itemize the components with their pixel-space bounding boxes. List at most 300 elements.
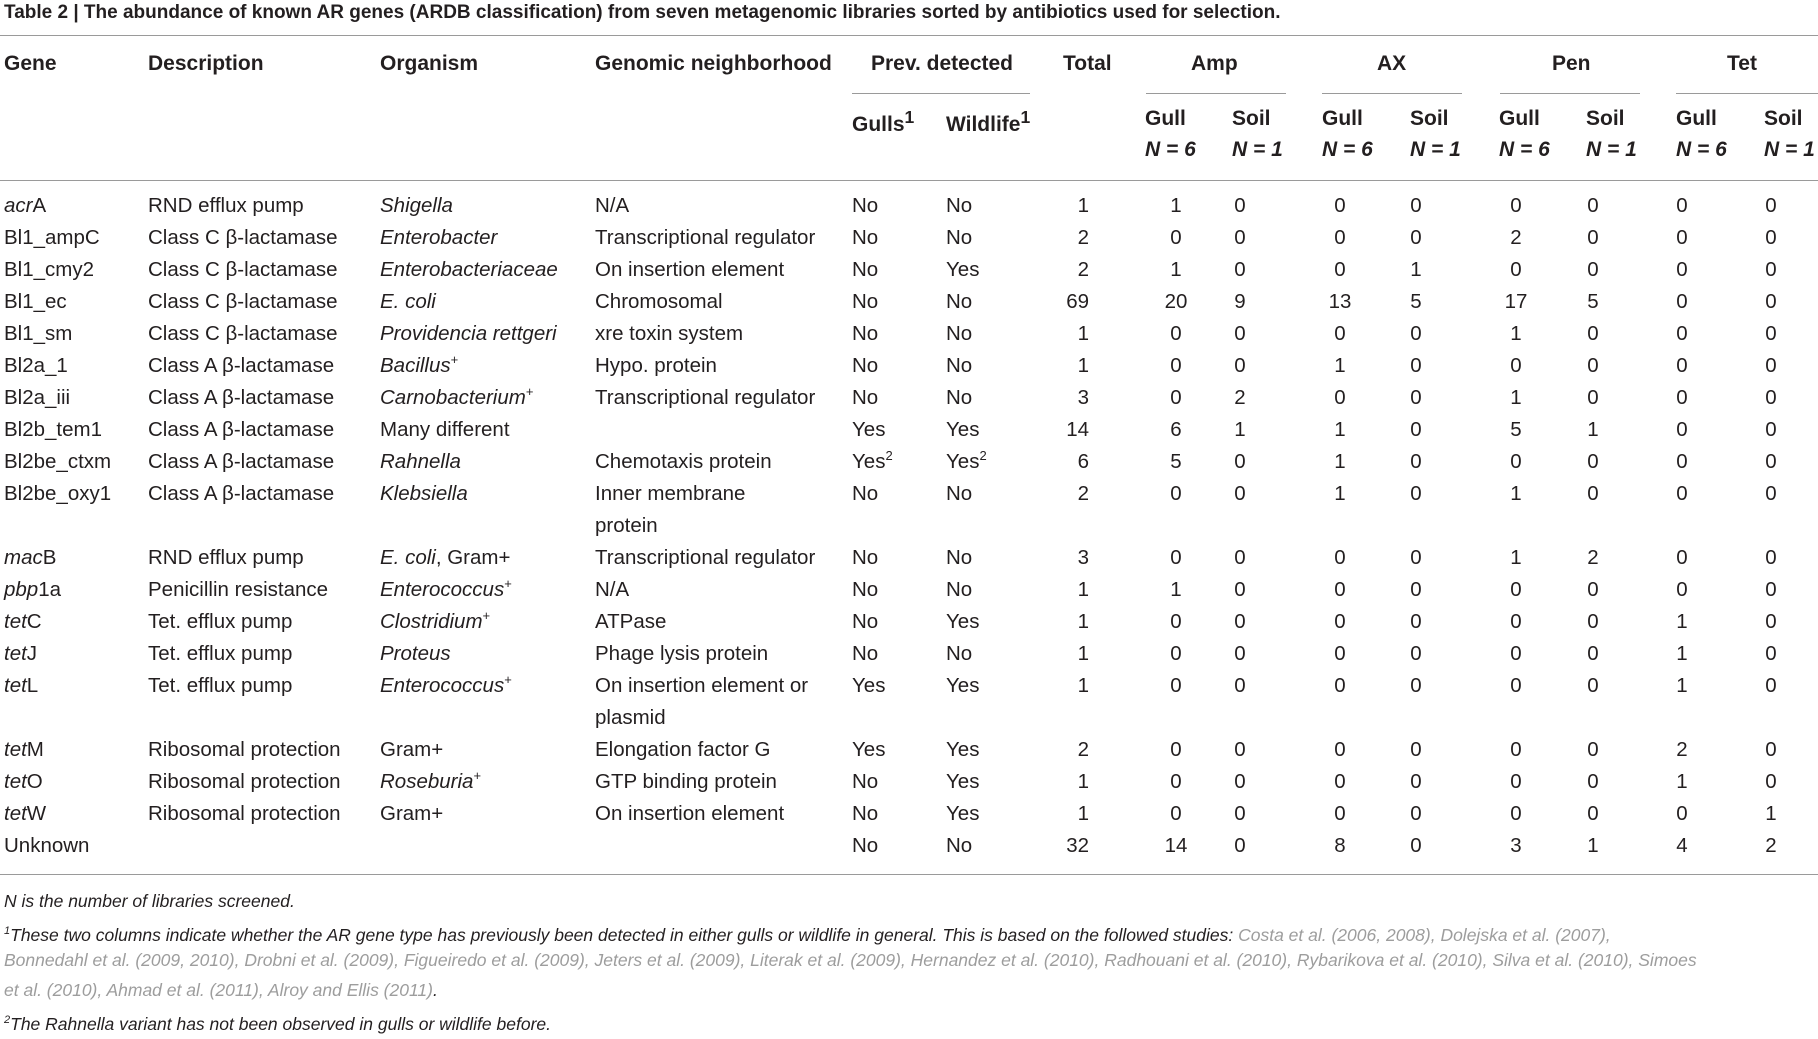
count-cell: 20 <box>1164 290 1188 313</box>
count-cell: 2 <box>1587 546 1599 569</box>
count-cell: 0 <box>1334 322 1346 345</box>
count-cell: 0 <box>1170 802 1182 825</box>
count-cell: 0 <box>1676 322 1688 345</box>
wildlife-cell: No <box>946 642 973 665</box>
header-pen-gull: Gull <box>1499 107 1540 130</box>
neighborhood-cell: N/A <box>595 578 630 601</box>
count-cell: 0 <box>1170 322 1182 345</box>
gene-cell: tetW <box>4 802 47 825</box>
organism-cell: Gram+ <box>380 802 444 825</box>
gulls-cell: No <box>852 770 879 793</box>
count-cell: 0 <box>1234 450 1246 473</box>
count-cell: 0 <box>1234 834 1246 857</box>
neighborhood-cell: Transcriptional regulator <box>595 546 816 569</box>
gene-cell: macB <box>4 546 57 569</box>
header-ax-soil-n: N = 1 <box>1410 138 1461 161</box>
header-ax: AX <box>1377 52 1407 75</box>
count-cell: 1 <box>1587 418 1599 441</box>
header-total: Total <box>1063 52 1112 75</box>
header-tet-gull: Gull <box>1676 107 1717 130</box>
count-cell: 1 <box>1234 418 1246 441</box>
description-cell: Class A β-lactamase <box>148 386 335 409</box>
count-cell: 0 <box>1334 578 1346 601</box>
organism-cell: Rahnella <box>380 450 461 473</box>
gulls-cell: Yes <box>852 674 886 697</box>
description-cell: Ribosomal protection <box>148 770 341 793</box>
description-cell: Tet. efflux pump <box>148 642 293 665</box>
total-cell: 1 <box>1077 194 1089 217</box>
wildlife-cell: Yes <box>946 610 980 633</box>
gulls-cell: No <box>852 322 879 345</box>
total-cell: 32 <box>1066 834 1089 857</box>
count-cell: 0 <box>1234 578 1246 601</box>
wildlife-cell: No <box>946 546 973 569</box>
organism-cell: Enterococcus+ <box>380 576 512 601</box>
count-cell: 0 <box>1765 610 1777 633</box>
count-cell: 0 <box>1410 482 1422 505</box>
wildlife-cell: No <box>946 194 973 217</box>
count-cell: 0 <box>1587 578 1599 601</box>
gene-cell: acrA <box>4 194 47 217</box>
neighborhood-cell: Phage lysis protein <box>595 642 769 665</box>
count-cell: 0 <box>1170 386 1182 409</box>
count-cell: 0 <box>1234 354 1246 377</box>
count-cell: 0 <box>1510 194 1522 217</box>
count-cell: 0 <box>1587 642 1599 665</box>
header-tet-gull-n: N = 6 <box>1676 138 1727 161</box>
gene-cell: Bl1_ec <box>4 290 67 313</box>
count-cell: 1 <box>1334 418 1346 441</box>
count-cell: 0 <box>1410 418 1422 441</box>
count-cell: 0 <box>1234 674 1246 697</box>
total-cell: 1 <box>1077 674 1089 697</box>
count-cell: 0 <box>1587 802 1599 825</box>
count-cell: 5 <box>1587 290 1599 313</box>
count-cell: 0 <box>1587 770 1599 793</box>
gulls-cell: No <box>852 354 879 377</box>
organism-cell: Carnobacterium+ <box>380 384 534 409</box>
count-cell: 0 <box>1587 738 1599 761</box>
count-cell: 1 <box>1334 482 1346 505</box>
count-cell: 0 <box>1676 290 1688 313</box>
gulls-cell: No <box>852 610 879 633</box>
gulls-cell: No <box>852 802 879 825</box>
wildlife-cell: No <box>946 290 973 313</box>
count-cell: 5 <box>1410 290 1422 313</box>
wildlife-cell: Yes <box>946 418 980 441</box>
description-cell: Class C β-lactamase <box>148 258 338 281</box>
prev-detected-underline <box>852 93 1030 94</box>
count-cell: 1 <box>1676 610 1688 633</box>
neighborhood-cell: Transcriptional regulator <box>595 226 816 249</box>
count-cell: 0 <box>1410 546 1422 569</box>
neighborhood-cell: xre toxin system <box>595 322 744 345</box>
organism-cell: Enterococcus+ <box>380 672 512 697</box>
count-cell: 13 <box>1328 290 1352 313</box>
count-cell: 0 <box>1234 226 1246 249</box>
count-cell: 0 <box>1587 674 1599 697</box>
count-cell: 0 <box>1510 802 1522 825</box>
gene-cell: Bl2be_oxy1 <box>4 482 112 505</box>
gulls-cell: No <box>852 834 879 857</box>
wildlife-cell: No <box>946 482 973 505</box>
header-amp-gull: Gull <box>1145 107 1186 130</box>
count-cell: 0 <box>1410 450 1422 473</box>
gene-cell: Bl2b_tem1 <box>4 418 103 441</box>
count-cell: 0 <box>1234 258 1246 281</box>
total-cell: 2 <box>1077 738 1089 761</box>
count-cell: 0 <box>1587 322 1599 345</box>
count-cell: 0 <box>1334 802 1346 825</box>
tet-underline <box>1676 93 1818 94</box>
table-title: Table 2 | The abundance of known AR genes (ARDB classification) from seven metagenomic libraries sorted by antibiotics used for selection. <box>4 2 1281 23</box>
wildlife-cell: No <box>946 386 973 409</box>
count-cell: 0 <box>1587 482 1599 505</box>
gene-cell: Bl1_sm <box>4 322 73 345</box>
count-cell: 0 <box>1170 770 1182 793</box>
header-amp-soil: Soil <box>1232 107 1271 130</box>
footnote-1-line2: Bonnedahl et al. (2009, 2010), Drobni et al. (2009), Figueiredo et al. (2009), Jeters et al. (2009), Literak et al. (2009), Hernandez et al. (2010), Radhouani et al. (2010), Rybarikova et al. (2010), Silva et al. (2010), Simoes <box>4 950 1697 970</box>
count-cell: 0 <box>1170 642 1182 665</box>
count-cell: 0 <box>1234 482 1246 505</box>
count-cell: 0 <box>1510 258 1522 281</box>
gulls-cell: Yes <box>852 738 886 761</box>
neighborhood-cell: On insertion element <box>595 258 785 281</box>
gulls-cell: No <box>852 290 879 313</box>
count-cell: 0 <box>1410 226 1422 249</box>
count-cell: 0 <box>1587 354 1599 377</box>
organism-cell: E. coli, Gram+ <box>380 546 511 569</box>
count-cell: 2 <box>1676 738 1688 761</box>
header-ax-soil: Soil <box>1410 107 1449 130</box>
neighborhood-cell: N/A <box>595 194 630 217</box>
count-cell: 0 <box>1234 642 1246 665</box>
count-cell: 0 <box>1765 354 1777 377</box>
count-cell: 0 <box>1410 674 1422 697</box>
count-cell: 0 <box>1510 354 1522 377</box>
pen-underline <box>1500 93 1640 94</box>
ax-underline <box>1322 93 1462 94</box>
count-cell: 0 <box>1234 322 1246 345</box>
wildlife-cell: No <box>946 322 973 345</box>
count-cell: 0 <box>1410 578 1422 601</box>
count-cell: 0 <box>1587 450 1599 473</box>
count-cell: 0 <box>1170 354 1182 377</box>
header-organism: Organism <box>380 52 479 75</box>
wildlife-cell: No <box>946 834 973 857</box>
count-cell: 0 <box>1334 386 1346 409</box>
header-amp-soil-n: N = 1 <box>1232 138 1283 161</box>
neighborhood-cell: Inner membrane <box>595 482 746 505</box>
header-pen-soil: Soil <box>1586 107 1625 130</box>
count-cell: 0 <box>1765 386 1777 409</box>
footnote-1-line1: $^1$These two columns indicate whether the AR gene type has previously been detected in either gulls or wildlife in general. This is based on the followed studies: Costa et al. (2006, 2008), Dolejska et al. (2007), <box>4 924 1611 945</box>
count-cell: 2 <box>1765 834 1777 857</box>
total-cell: 2 <box>1077 226 1089 249</box>
count-cell: 1 <box>1170 578 1182 601</box>
header-pen-soil-n: N = 1 <box>1586 138 1637 161</box>
count-cell: 0 <box>1334 674 1346 697</box>
count-cell: 1 <box>1410 258 1422 281</box>
count-cell: 0 <box>1587 610 1599 633</box>
total-cell: 3 <box>1077 546 1089 569</box>
count-cell: 0 <box>1676 258 1688 281</box>
header-wildlife: Wildlife$^1$ <box>946 107 1031 136</box>
count-cell: 0 <box>1170 610 1182 633</box>
footnote-n: N is the number of libraries screened. <box>4 891 295 911</box>
count-cell: 0 <box>1587 258 1599 281</box>
organism-cell: Clostridium+ <box>380 608 491 633</box>
description-cell: Class C β-lactamase <box>148 290 338 313</box>
header-rule <box>0 180 1818 181</box>
gulls-cell: Yes$^2$ <box>852 448 893 473</box>
wildlife-cell: No <box>946 354 973 377</box>
count-cell: 0 <box>1676 418 1688 441</box>
count-cell: 5 <box>1510 418 1522 441</box>
gulls-cell: No <box>852 226 879 249</box>
description-cell: Tet. efflux pump <box>148 674 293 697</box>
description-cell: Penicillin resistance <box>148 578 329 601</box>
count-cell: 0 <box>1234 546 1246 569</box>
gene-cell: Bl2a_iii <box>4 386 71 409</box>
header-tet: Tet <box>1727 52 1757 75</box>
gene-cell: Bl1_ampC <box>4 226 100 249</box>
count-cell: 0 <box>1334 226 1346 249</box>
count-cell: 0 <box>1410 322 1422 345</box>
count-cell: 0 <box>1334 546 1346 569</box>
neighborhood-cell: On insertion element <box>595 802 785 825</box>
count-cell: 0 <box>1234 738 1246 761</box>
count-cell: 1 <box>1334 354 1346 377</box>
count-cell: 0 <box>1676 194 1688 217</box>
count-cell: 0 <box>1510 578 1522 601</box>
count-cell: 0 <box>1765 226 1777 249</box>
header-amp: Amp <box>1191 52 1238 75</box>
count-cell: 0 <box>1676 226 1688 249</box>
organism-cell: E. coli <box>380 290 436 313</box>
gulls-cell: No <box>852 386 879 409</box>
count-cell: 1 <box>1510 482 1522 505</box>
count-cell: 1 <box>1510 322 1522 345</box>
organism-cell: Bacillus+ <box>380 352 459 377</box>
gulls-cell: No <box>852 258 879 281</box>
organism-cell: Roseburia+ <box>380 768 482 793</box>
count-cell: 0 <box>1765 642 1777 665</box>
count-cell: 0 <box>1334 642 1346 665</box>
neighborhood-cell-line2: protein <box>595 514 658 537</box>
wildlife-cell: Yes <box>946 802 980 825</box>
description-cell: Ribosomal protection <box>148 738 341 761</box>
total-cell: 69 <box>1066 290 1089 313</box>
count-cell: 9 <box>1234 290 1246 313</box>
organism-cell: Enterobacter <box>380 226 498 249</box>
top-rule <box>0 35 1818 36</box>
total-cell: 2 <box>1077 258 1089 281</box>
count-cell: 3 <box>1510 834 1522 857</box>
count-cell: 0 <box>1676 450 1688 473</box>
count-cell: 1 <box>1170 194 1182 217</box>
count-cell: 0 <box>1170 674 1182 697</box>
count-cell: 0 <box>1510 450 1522 473</box>
count-cell: 0 <box>1410 386 1422 409</box>
header-gulls: Gulls$^1$ <box>852 107 915 136</box>
gulls-cell: No <box>852 194 879 217</box>
gulls-cell: Yes <box>852 418 886 441</box>
organism-cell: Many different <box>380 418 510 441</box>
count-cell: 6 <box>1170 418 1182 441</box>
header-tet-soil-n: N = 1 <box>1764 138 1815 161</box>
count-cell: 0 <box>1587 226 1599 249</box>
count-cell: 0 <box>1334 738 1346 761</box>
count-cell: 0 <box>1676 354 1688 377</box>
count-cell: 1 <box>1510 386 1522 409</box>
wildlife-cell: No <box>946 226 973 249</box>
organism-cell: Gram+ <box>380 738 444 761</box>
count-cell: 0 <box>1170 482 1182 505</box>
wildlife-cell: Yes <box>946 674 980 697</box>
neighborhood-cell-line2: plasmid <box>595 706 666 729</box>
description-cell: Class A β-lactamase <box>148 418 335 441</box>
header-description: Description <box>148 52 264 75</box>
count-cell: 0 <box>1676 386 1688 409</box>
count-cell: 0 <box>1234 802 1246 825</box>
count-cell: 0 <box>1170 226 1182 249</box>
total-cell: 1 <box>1077 354 1089 377</box>
count-cell: 1 <box>1510 546 1522 569</box>
count-cell: 0 <box>1765 290 1777 313</box>
neighborhood-cell: Transcriptional regulator <box>595 386 816 409</box>
neighborhood-cell: Chromosomal <box>595 290 723 313</box>
count-cell: 1 <box>1170 258 1182 281</box>
organism-cell: Klebsiella <box>380 482 468 505</box>
organism-cell: Enterobacteriaceae <box>380 258 558 281</box>
amp-underline <box>1146 93 1286 94</box>
header-genomic-neighborhood: Genomic neighborhood <box>595 52 832 75</box>
count-cell: 0 <box>1334 770 1346 793</box>
count-cell: 8 <box>1334 834 1346 857</box>
gene-cell: tetM <box>4 738 44 761</box>
count-cell: 0 <box>1510 738 1522 761</box>
description-cell: Class C β-lactamase <box>148 226 338 249</box>
count-cell: 1 <box>1676 642 1688 665</box>
count-cell: 0 <box>1410 802 1422 825</box>
neighborhood-cell: GTP binding protein <box>595 770 777 793</box>
count-cell: 0 <box>1410 194 1422 217</box>
count-cell: 0 <box>1170 738 1182 761</box>
header-pen-gull-n: N = 6 <box>1499 138 1550 161</box>
header-ax-gull-n: N = 6 <box>1322 138 1373 161</box>
wildlife-cell: Yes <box>946 258 980 281</box>
count-cell: 0 <box>1765 770 1777 793</box>
total-cell: 1 <box>1077 770 1089 793</box>
total-cell: 1 <box>1077 642 1089 665</box>
count-cell: 0 <box>1765 194 1777 217</box>
count-cell: 0 <box>1410 354 1422 377</box>
count-cell: 0 <box>1510 674 1522 697</box>
count-cell: 0 <box>1587 386 1599 409</box>
wildlife-cell: No <box>946 578 973 601</box>
count-cell: 0 <box>1765 258 1777 281</box>
count-cell: 0 <box>1410 834 1422 857</box>
header-amp-gull-n: N = 6 <box>1145 138 1196 161</box>
description-cell: Tet. efflux pump <box>148 610 293 633</box>
count-cell: 0 <box>1170 546 1182 569</box>
description-cell: RND efflux pump <box>148 194 304 217</box>
total-cell: 3 <box>1077 386 1089 409</box>
gulls-cell: No <box>852 546 879 569</box>
gene-cell: tetC <box>4 610 42 633</box>
bottom-rule <box>0 874 1818 875</box>
gene-cell: Bl2a_1 <box>4 354 68 377</box>
wildlife-cell: Yes$^2$ <box>946 448 987 473</box>
total-cell: 1 <box>1077 578 1089 601</box>
count-cell: 0 <box>1765 322 1777 345</box>
count-cell: 0 <box>1234 194 1246 217</box>
description-cell: Class A β-lactamase <box>148 450 335 473</box>
count-cell: 1 <box>1334 450 1346 473</box>
count-cell: 0 <box>1676 578 1688 601</box>
count-cell: 0 <box>1234 770 1246 793</box>
count-cell: 5 <box>1170 450 1182 473</box>
total-cell: 1 <box>1077 802 1089 825</box>
count-cell: 0 <box>1510 642 1522 665</box>
total-cell: 1 <box>1077 610 1089 633</box>
total-cell: 2 <box>1077 482 1089 505</box>
description-cell: RND efflux pump <box>148 546 304 569</box>
organism-cell: Shigella <box>380 194 453 217</box>
count-cell: 4 <box>1676 834 1688 857</box>
gulls-cell: No <box>852 482 879 505</box>
header-tet-soil: Soil <box>1764 107 1803 130</box>
count-cell: 0 <box>1510 610 1522 633</box>
neighborhood-cell: Elongation factor G <box>595 738 771 761</box>
header-ax-gull: Gull <box>1322 107 1363 130</box>
count-cell: 2 <box>1234 386 1246 409</box>
footnote-2: $^2$The Rahnella variant has not been observed in gulls or wildlife before. <box>4 1013 552 1034</box>
header-pen: Pen <box>1552 52 1591 75</box>
header-prev-detected: Prev. detected <box>871 52 1014 75</box>
wildlife-cell: Yes <box>946 738 980 761</box>
description-cell: Ribosomal protection <box>148 802 341 825</box>
count-cell: 17 <box>1504 290 1528 313</box>
count-cell: 0 <box>1765 738 1777 761</box>
total-cell: 1 <box>1077 322 1089 345</box>
count-cell: 0 <box>1765 482 1777 505</box>
gulls-cell: No <box>852 642 879 665</box>
gene-cell: Unknown <box>4 834 90 857</box>
count-cell: 0 <box>1676 802 1688 825</box>
description-cell: Class A β-lactamase <box>148 482 335 505</box>
header-gene: Gene <box>4 52 57 75</box>
organism-cell: Providencia rettgeri <box>380 322 557 345</box>
count-cell: 0 <box>1410 642 1422 665</box>
count-cell: 0 <box>1765 578 1777 601</box>
count-cell: 14 <box>1164 834 1188 857</box>
organism-cell: Proteus <box>380 642 451 665</box>
neighborhood-cell: Hypo. protein <box>595 354 717 377</box>
total-cell: 6 <box>1077 450 1089 473</box>
description-cell: Class A β-lactamase <box>148 354 335 377</box>
count-cell: 1 <box>1765 802 1777 825</box>
gene-cell: tetL <box>4 674 39 697</box>
count-cell: 0 <box>1765 418 1777 441</box>
count-cell: 0 <box>1410 738 1422 761</box>
count-cell: 0 <box>1676 482 1688 505</box>
gene-cell: pbp1a <box>4 578 62 601</box>
count-cell: 1 <box>1587 834 1599 857</box>
count-cell: 0 <box>1587 194 1599 217</box>
count-cell: 0 <box>1765 546 1777 569</box>
